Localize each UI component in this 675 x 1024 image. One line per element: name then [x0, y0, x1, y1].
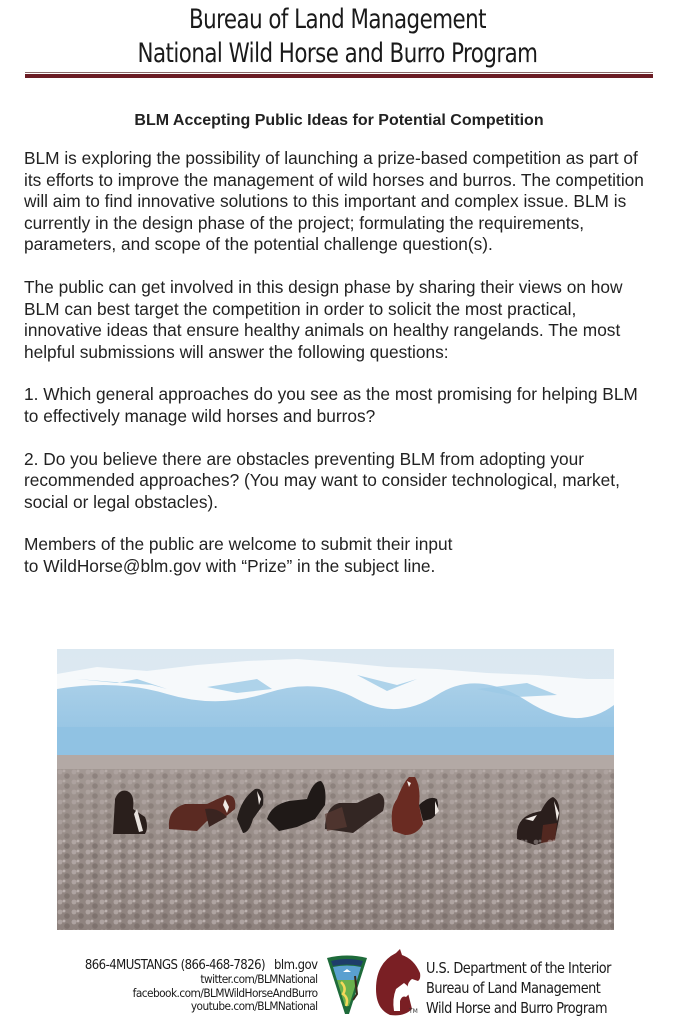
- paragraph-intro: BLM is exploring the possibility of launching a prize-based competition as part of its efforts to improve the management of wild horses and burros. The competition will aim to find innovative solutions to this important and complex issue. BLM is currently in the design phase of the project; formulating the requirements, parameters, and scope of the potential challenge question(s).: [24, 148, 644, 255]
- question-1: 1. Which general approaches do you see as the most promising for helping BLM to effectively manage wild horses and burros?: [24, 384, 638, 426]
- letterhead-line-2: National Wild Horse and Burro Program: [137, 38, 538, 69]
- header-rule: [25, 72, 653, 78]
- footer-twitter-link[interactable]: twitter.com/BLMNational: [200, 972, 318, 986]
- footer-website-link[interactable]: blm.gov: [274, 958, 318, 973]
- header-rule-thick: [25, 74, 653, 78]
- trademark-mark: TM: [409, 1008, 418, 1015]
- footer-organization: [426, 958, 641, 1018]
- contact-line-2: [24, 556, 654, 578]
- contact-prefix: to: [24, 555, 44, 576]
- paragraph-public-involvement: The public can get involved in this design phase by sharing their views on how BLM can best target the competition in order to solicit the most practical, innovative ideas that ensure healthy animals on healthy rangelands. The most helpful submissions will answer the following questions:: [24, 276, 623, 362]
- blm-shield-logo-icon: [325, 954, 369, 1021]
- header-rule-thin: [25, 72, 653, 73]
- wild-horses-photo: [57, 649, 614, 930]
- contact-line-1: Members of the public are welcome to submit their input: [24, 534, 453, 555]
- letterhead: [0, 0, 675, 71]
- contact-paragraph: [24, 534, 654, 577]
- contact-email-link[interactable]: WildHorse@blm.gov: [43, 555, 201, 576]
- footer-contact: [59, 958, 318, 1014]
- footer-facebook-link[interactable]: facebook.com/BLMWildHorseAndBurro: [133, 985, 318, 1000]
- question-2: 2. Do you believe there are obstacles preventing BLM from adopting your recommended approaches? (You may want to consider technological, market, social or legal obstacles).: [24, 448, 620, 512]
- org-line-department: U.S. Department of the Interior: [426, 959, 611, 977]
- footer-youtube-link[interactable]: youtube.com/BLMNational: [191, 999, 318, 1013]
- org-line-bureau: Bureau of Land Management: [426, 979, 601, 997]
- contact-suffix: with “Prize” in the subject line.: [200, 555, 436, 576]
- footer-phone[interactable]: 866-4MUSTANGS (866-468-7826): [85, 958, 266, 973]
- org-line-program: Wild Horse and Burro Program: [426, 999, 608, 1017]
- letterhead-line-1: Bureau of Land Management: [189, 4, 486, 35]
- document-title: BLM Accepting Public Ideas for Potential Competition: [134, 112, 544, 129]
- footer-phone-row: [85, 958, 318, 973]
- document-body: [24, 110, 654, 578]
